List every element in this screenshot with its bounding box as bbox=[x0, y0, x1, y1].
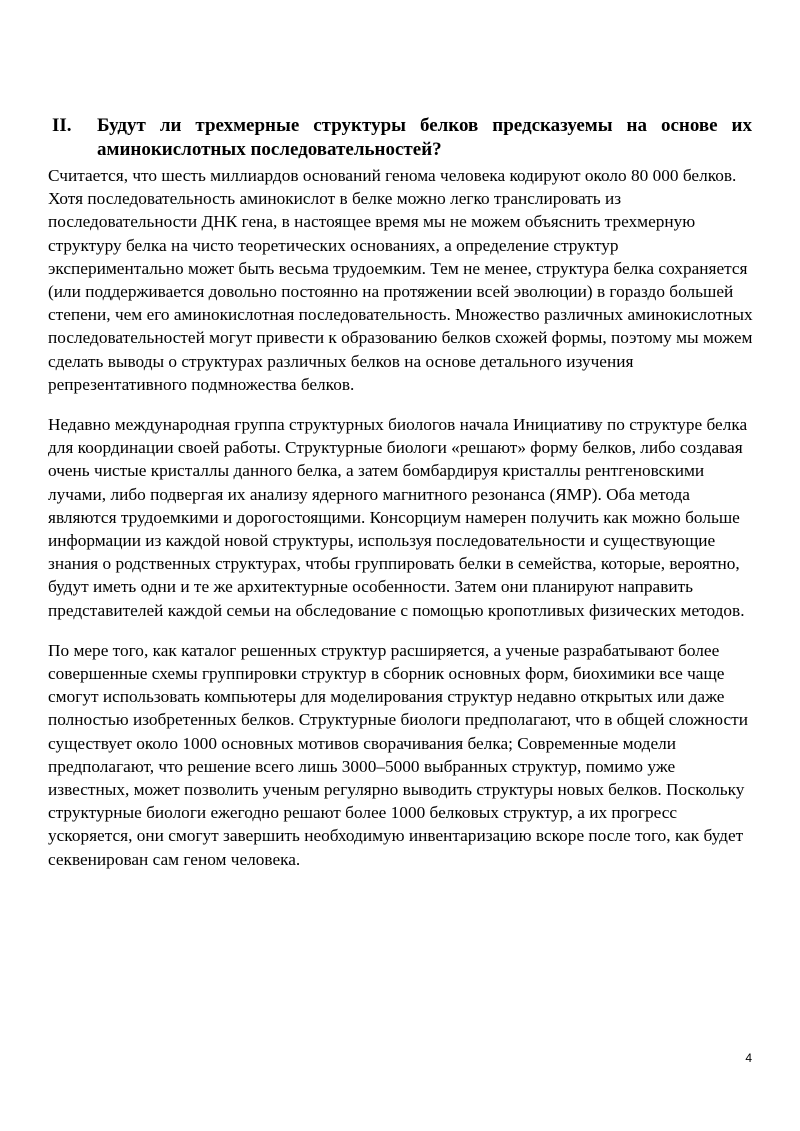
section-number: II. bbox=[52, 115, 72, 136]
paragraph: Недавно международная группа структурных биологов начала Инициативу по структуре белка для координации своей работы. Структурные биологи «решают» форму белков, либо создавая очень чистые кристаллы данного белка, а затем бомбардируя кристаллы рентгеновскими лучами, либо подвергая их анализу ядерного магнитного резонанса (ЯМР). Оба метода являются трудоемкими и дорогостоящими. Консорциум намерен получить как можно больше информации из каждой новой структуры, используя последовательности и существующие знания о родственных структурах, чтобы группировать белки в семейства, которые, вероятно, будут иметь одни и те же архитектурные особенности. Затем они планируют направить представителей каждой семьи на обследование с помощью кропотливых физических методов. bbox=[48, 415, 748, 620]
page-number: 4 bbox=[745, 1051, 752, 1065]
paragraph: Считается, что шесть миллиардов оснований генома человека кодируют около 80 000 белков. Хотя последовательность аминокислот в белке можно легко транслировать из последовательности ДНК гена, в настоящее время мы не можем объяснить трехмерную структуру белка на чисто теоретических основаниях, а определение структур экспериментально может быть весьма трудоемким. Тем не менее, структура белка сохраняется (или поддерживается довольно постоянно на протяжении всей эволюции) в гораздо большей степени, чем его аминокислотная последовательность. Множество различных аминокислотных последовательностей могут привести к образованию белков схожей формы, поэтому мы можем сделать выводы о структурах различных белков на основе детального изучения репрезентативного подмножества белков. bbox=[48, 166, 753, 394]
body-text bbox=[48, 164, 754, 888]
paragraph: По мере того, как каталог решенных структур расширяется, а ученые разрабатывают более совершенные схемы группировки структур в сборник основных форм, биохимики все чаще смогут использовать компьютеры для моделирования структур недавно открытых или даже полностью изобретенных белков. Структурные биологи предполагают, что в общей сложности существует около 1000 основных мотивов сворачивания белка; Современные модели предполагают, что решение всего лишь 3000–5000 выбранных структур, помимо уже известных, может позволить ученым регулярно выводить структуры новых белков. Поскольку структурные биологи ежегодно решают более 1000 белковых структур, а их прогресс ускоряется, они смогут завершить необходимую инвентаризацию вскоре после того, как будет секвенирован сам геном человека. bbox=[48, 640, 748, 869]
section-heading bbox=[52, 114, 752, 162]
section-title: Будут ли трехмерные структуры белков предсказуемы на основе их аминокислотных последовательностей? bbox=[97, 115, 752, 160]
